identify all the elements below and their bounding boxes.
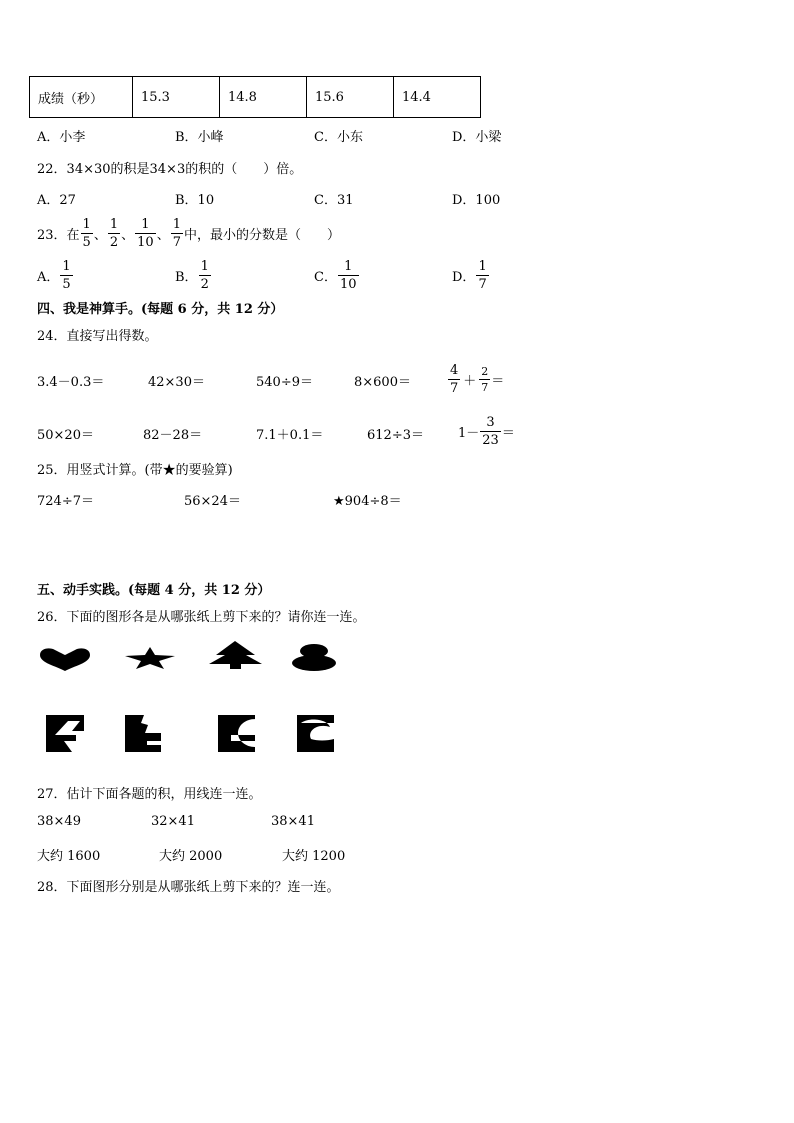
table-cell: 成绩（秒） bbox=[30, 77, 133, 118]
fraction: $\frac{2}{7}$ bbox=[481, 364, 489, 394]
section-4-heading: 四、我是神算手。(每题 6 分，共 12 分） bbox=[37, 302, 284, 317]
snowman-icon[interactable] bbox=[291, 644, 337, 672]
q27-expr[interactable]: 38×49 bbox=[37, 814, 81, 829]
fraction: $\frac{1}{10}$ bbox=[137, 216, 154, 250]
table-row bbox=[30, 77, 481, 118]
fraction: $\frac{1}{7}$ bbox=[172, 216, 181, 250]
option-label: A． bbox=[37, 269, 60, 285]
q23-option-d[interactable] bbox=[452, 255, 490, 295]
calc-item: 724÷7＝ bbox=[37, 494, 94, 509]
score-table bbox=[29, 76, 481, 118]
separator: 、 bbox=[156, 227, 170, 243]
q22-option-a[interactable]: A．27 bbox=[37, 193, 76, 208]
fraction: $\frac{1}{2}$ bbox=[109, 216, 119, 250]
q22-option-c[interactable]: C．31 bbox=[314, 193, 354, 208]
table-cell: 14.4 bbox=[394, 77, 481, 118]
q28-stem: 28．下面图形分别是从哪张纸上剪下来的？连一连。 bbox=[37, 880, 340, 895]
calc-item: 50×20＝ bbox=[37, 428, 94, 443]
calc-item: 3.4－0.3＝ bbox=[37, 375, 105, 390]
cut-paper-3-icon[interactable] bbox=[218, 715, 255, 752]
option-label: C． bbox=[314, 269, 337, 285]
fraction: $\frac{1}{5}$ bbox=[62, 258, 71, 292]
q27-estimate[interactable]: 大约 1200 bbox=[282, 849, 346, 864]
q24-stem: 24．直接写出得数。 bbox=[37, 329, 158, 344]
fraction: $\frac{1}{5}$ bbox=[82, 216, 91, 250]
equals: ＝ bbox=[491, 373, 505, 389]
fraction: $\frac{1}{2}$ bbox=[200, 258, 209, 292]
q23-option-b[interactable] bbox=[175, 255, 212, 295]
operator: 1－ bbox=[458, 425, 480, 441]
q25-stem: 25．用竖式计算。(带★的要验算) bbox=[37, 463, 233, 478]
fraction: $\frac{1}{10}$ bbox=[339, 258, 357, 292]
star-icon[interactable] bbox=[124, 646, 176, 670]
q26-stem: 26．下面的图形各是从哪张纸上剪下来的？请你连一连。 bbox=[37, 610, 366, 625]
option-label: B． bbox=[175, 269, 198, 285]
cut-paper-1-icon[interactable] bbox=[46, 715, 84, 752]
q23-prefix: 23．在 bbox=[37, 227, 80, 243]
calc-item: 8×600＝ bbox=[354, 375, 411, 390]
fraction: $\frac{4}{7}$ bbox=[450, 362, 459, 396]
calc-item-fraction-sum bbox=[447, 358, 504, 400]
q22-stem: 22．34×30的积是34×3的积的（ ）倍。 bbox=[37, 162, 303, 177]
q27-estimate[interactable]: 大约 1600 bbox=[37, 849, 101, 864]
calc-item: 56×24＝ bbox=[184, 494, 241, 509]
separator: 、 bbox=[121, 227, 135, 243]
q27-estimate[interactable]: 大约 2000 bbox=[159, 849, 223, 864]
q23-suffix: 中，最小的分数是（ ） bbox=[183, 227, 340, 243]
q22-option-b[interactable]: B．10 bbox=[175, 193, 215, 208]
equals: ＝ bbox=[501, 425, 515, 441]
calc-item: 42×30＝ bbox=[148, 375, 205, 390]
table-cell: 15.6 bbox=[307, 77, 394, 118]
table-cell: 14.8 bbox=[220, 77, 307, 118]
separator: 、 bbox=[93, 227, 107, 243]
q23-stem bbox=[37, 213, 340, 253]
calc-item: 7.1＋0.1＝ bbox=[256, 428, 324, 443]
calc-item: 612÷3＝ bbox=[367, 428, 424, 443]
table-cell: 15.3 bbox=[133, 77, 220, 118]
operator: ＋ bbox=[463, 373, 477, 389]
q21-option-d[interactable]: D．小梁 bbox=[452, 130, 502, 145]
fraction: $\frac{3}{23}$ bbox=[482, 414, 499, 448]
fraction: $\frac{1}{7}$ bbox=[478, 258, 487, 292]
cut-paper-2-icon[interactable] bbox=[125, 715, 161, 752]
calc-item: 82－28＝ bbox=[143, 428, 203, 443]
calc-item: ★904÷8＝ bbox=[333, 494, 402, 509]
calc-item-fraction-diff bbox=[458, 410, 515, 452]
q27-expr[interactable]: 32×41 bbox=[151, 814, 195, 829]
q21-option-a[interactable]: A．小李 bbox=[37, 130, 86, 145]
heart-icon[interactable] bbox=[38, 646, 92, 672]
q22-option-d[interactable]: D．100 bbox=[452, 193, 501, 208]
q27-expr[interactable]: 38×41 bbox=[271, 814, 315, 829]
tree-icon[interactable] bbox=[208, 640, 263, 670]
option-label: D． bbox=[452, 269, 476, 285]
q23-option-c[interactable] bbox=[314, 255, 360, 295]
calc-item: 540÷9＝ bbox=[256, 375, 313, 390]
q27-stem: 27．估计下面各题的积，用线连一连。 bbox=[37, 787, 262, 802]
section-5-heading: 五、动手实践。(每题 4 分，共 12 分） bbox=[37, 583, 271, 598]
q23-option-a[interactable] bbox=[37, 255, 74, 295]
q21-option-b[interactable]: B．小峰 bbox=[175, 130, 224, 145]
cut-paper-4-icon[interactable] bbox=[297, 715, 334, 752]
q21-option-c[interactable]: C．小东 bbox=[314, 130, 363, 145]
